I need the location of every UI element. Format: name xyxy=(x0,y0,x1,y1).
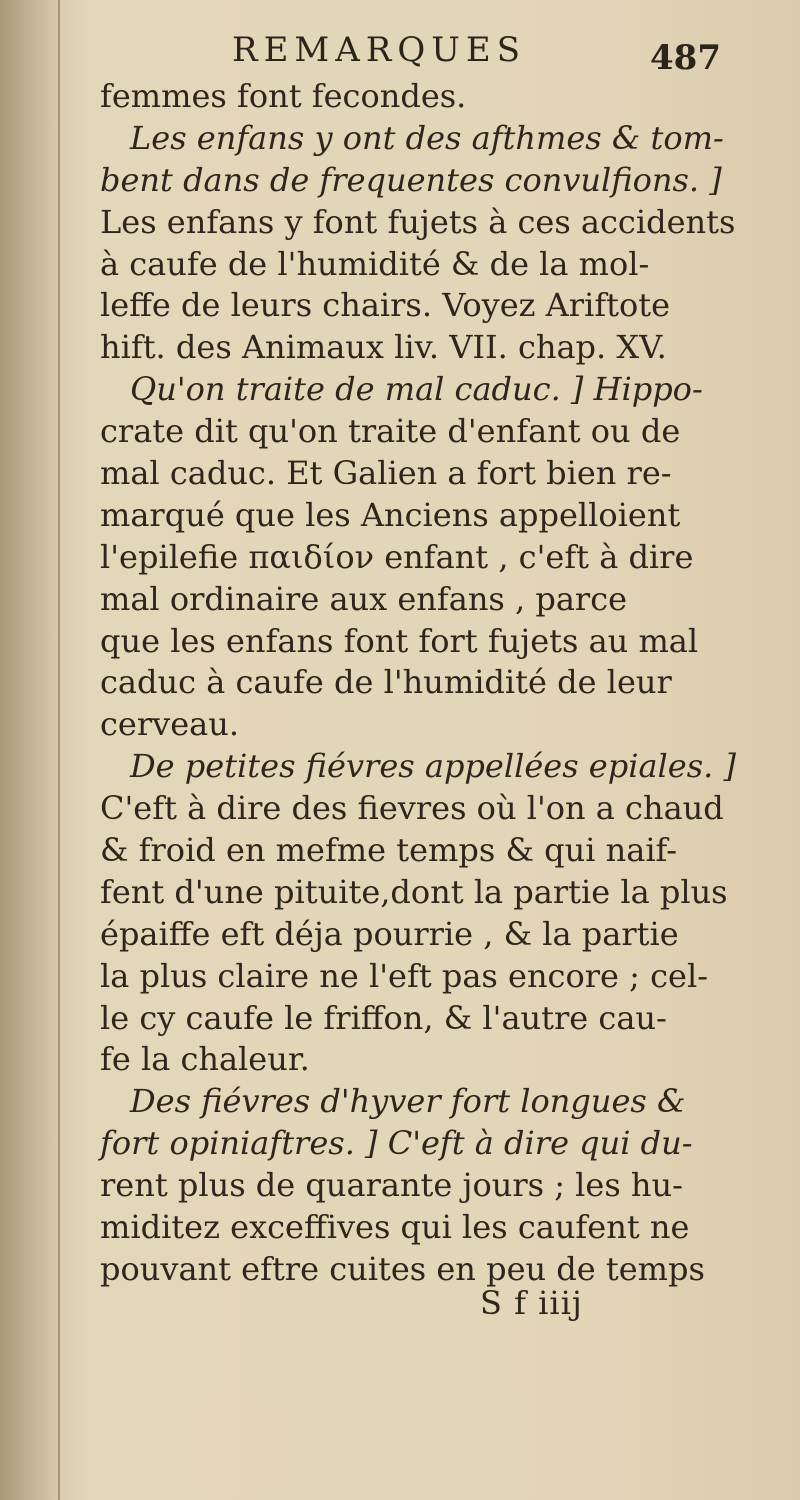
text-line: mal ordinaire aux enfans , parce xyxy=(100,579,628,618)
binding-gutter xyxy=(0,0,60,1500)
text-line: Des fiévres d'hyver fort longues & xyxy=(130,1082,686,1121)
text-line: à caufe de l'humidité & de la mol- xyxy=(100,244,650,283)
body-text xyxy=(100,76,736,1291)
text-line: l'epilefie παιδίον enfant , c'eft à dire xyxy=(100,537,694,576)
text-line: Les enfans y font fujets à ces accidents xyxy=(100,202,736,241)
text-line: pouvant eftre cuites en peu de temps xyxy=(100,1249,705,1288)
text-line: bent dans de frequentes convulfions. ] xyxy=(100,160,722,199)
text-line: que les enfans font fort fujets au mal xyxy=(100,621,699,660)
text-line: hift. des Animaux liv. VII. chap. XV. xyxy=(100,328,667,367)
text-line: fent d'une pituite,dont la partie la plus xyxy=(100,872,728,911)
text-line: crate dit qu'on traite d'enfant ou de xyxy=(100,412,681,451)
text-line: leffe de leurs chairs. Voyez Ariftote xyxy=(100,286,671,325)
text-line: mal caduc. Et Galien a fort bien re- xyxy=(100,454,672,493)
text-line: miditez exceffives qui les caufent ne xyxy=(100,1208,690,1247)
text-line: & froid en mefme temps & qui naif- xyxy=(100,831,678,870)
text-line: le cy caufe le friffon, & l'autre cau- xyxy=(100,998,667,1037)
text-line: De petites fiévres appellées epiales. ] xyxy=(130,747,736,786)
text-line: Qu'on traite de mal caduc. ] Hippo- xyxy=(130,370,703,409)
text-line: rent plus de quarante jours ; les hu- xyxy=(100,1166,683,1205)
page-number: 487 xyxy=(650,38,721,78)
text-line: Les enfans y ont des afthmes & tom- xyxy=(130,118,724,157)
text-line: fe la chaleur. xyxy=(100,1040,310,1079)
text-line: fort opiniaftres. ] C'eft à dire qui du- xyxy=(100,1124,693,1163)
text-line: épaiffe eft déja pourrie , & la partie xyxy=(100,914,679,953)
text-line: marqué que les Anciens appelloient xyxy=(100,495,681,534)
text-line: caduc à caufe de l'humidité de leur xyxy=(100,663,672,702)
text-line: femmes font fecondes. xyxy=(100,77,467,115)
page-header xyxy=(0,0,800,80)
text-line: C'eft à dire des fievres où l'on a chaud xyxy=(100,789,724,828)
text-line: cerveau. xyxy=(100,705,240,744)
text-line: la plus claire ne l'eft pas encore ; cel- xyxy=(100,956,708,995)
binding-edge xyxy=(58,0,60,1500)
running-head: REMARQUES xyxy=(232,30,527,70)
signature-mark: S f iiij xyxy=(480,1284,583,1322)
